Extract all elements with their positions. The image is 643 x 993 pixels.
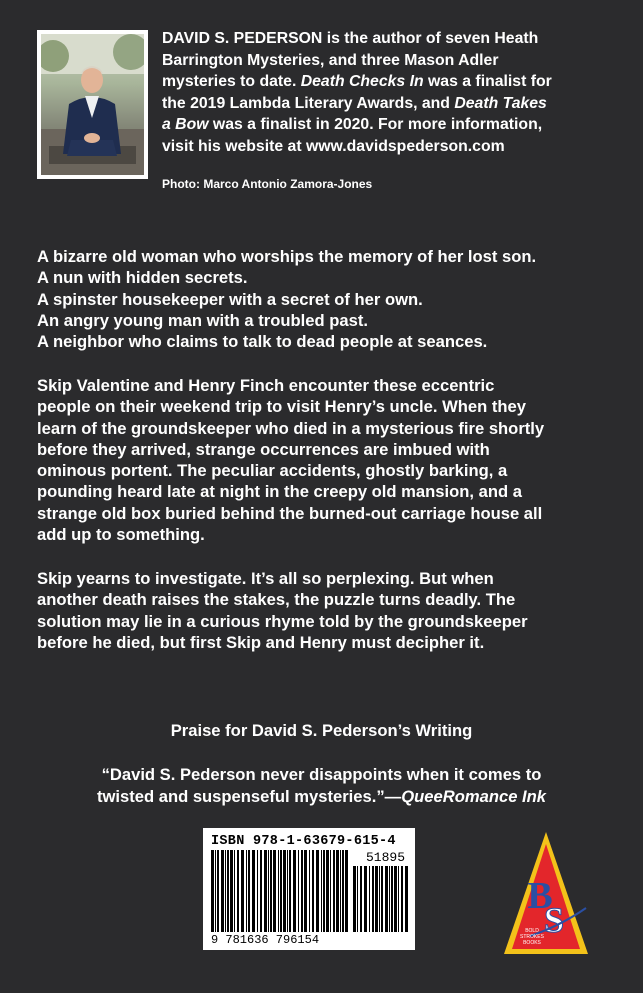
teaser-line: An angry young man with a troubled past. (37, 310, 368, 330)
synopsis-paragraph-1 (37, 375, 627, 545)
barcode-bar (394, 866, 397, 932)
isbn-number: ISBN 978-1-63679-615-4 (211, 834, 396, 849)
barcode-bar (353, 866, 356, 932)
synopsis-line: pounding heard late at night in the creepy old mansion, and a (37, 482, 522, 502)
barcode-bar (241, 850, 244, 932)
barcode-bar (330, 850, 331, 932)
barcode-bar (287, 850, 288, 932)
barcode-bar (270, 850, 272, 932)
barcode-bar (211, 850, 214, 932)
barcode-bar (293, 850, 296, 932)
teaser-line: A bizarre old woman who worships the memory of her lost son. (37, 247, 537, 266)
quote-source: QueeRomance Ink (401, 787, 547, 806)
barcode-bar (323, 850, 325, 932)
bio-text: the 2019 Lambda Literary Awards, and (162, 94, 455, 112)
synopsis-paragraph-2 (37, 568, 627, 653)
synopsis-line: before they arrived, strange occurrences are imbued with (37, 439, 490, 459)
isbn-barcode (203, 828, 415, 950)
bio-text: was a finalist for (423, 73, 552, 90)
logo-name-line: STROKES (520, 934, 544, 940)
teaser-list (37, 246, 627, 352)
barcode-bar (248, 850, 250, 932)
book-title: a Bow (162, 116, 209, 133)
bio-text: is the author of seven Heath (322, 30, 539, 47)
teaser-line: A neighbor who claims to talk to dead people at seances. (37, 332, 488, 352)
barcode-bar (312, 850, 314, 932)
barcode-bar (340, 850, 341, 932)
author-name: DAVID S. PEDERSON (162, 30, 323, 47)
praise-quote (0, 764, 643, 808)
barcode-bar (289, 850, 291, 932)
logo-letter-s: S (543, 900, 565, 940)
quote-line: “David S. Pederson never disappoints when it comes to (101, 765, 542, 784)
teaser-line: A spinster housekeeper with a secret of her own. (37, 289, 423, 309)
logo-letter-b: B (527, 875, 553, 917)
praise-heading: Praise for David S. Pederson’s Writing (170, 721, 473, 740)
barcode-bar (321, 850, 322, 932)
barcode-bar (405, 866, 408, 932)
barcode-bar (391, 866, 393, 932)
bold-strokes-logo-icon (500, 828, 592, 958)
barcode-bar (217, 850, 219, 932)
barcode-bar (264, 850, 267, 932)
publisher-logo (500, 828, 592, 958)
bio-text: Barrington Mysteries, and three Mason Adler (162, 51, 499, 69)
barcode-bar (260, 850, 262, 932)
barcode-bar (237, 850, 239, 932)
barcode-bar (316, 850, 319, 932)
logo-name-line: BOLD (525, 928, 539, 934)
synopsis-line: Skip Valentine and Henry Finch encounter these eccentric (37, 376, 495, 395)
barcode-bar (280, 850, 282, 932)
barcode-bar (246, 850, 247, 932)
barcode-bar (401, 866, 403, 932)
price-code: 51895 (365, 850, 405, 865)
author-website: visit his website at www.davidspederson.com (162, 137, 505, 155)
barcode-bar (381, 866, 383, 932)
barcode-bar (230, 850, 233, 932)
teaser-line: A nun with hidden secrets. (37, 268, 248, 288)
photo-credit: Photo: Marco Antonio Zamora-Jones (162, 177, 373, 191)
synopsis-line: learn of the groundskeeper who died in a mysterious fire shortly (37, 418, 545, 438)
barcode-bar (304, 850, 307, 932)
author-bio (162, 28, 632, 157)
author-photo-image (41, 34, 144, 175)
barcode-bar (369, 866, 370, 932)
barcode-bar (273, 850, 276, 932)
barcode-bar (357, 866, 358, 932)
barcode-bar (257, 850, 258, 932)
synopsis-line: another death raises the stakes, the puzzle turns deadly. The (37, 590, 516, 610)
barcode-bars (203, 828, 415, 950)
barcode-bar (389, 866, 390, 932)
barcode-bar (364, 866, 367, 932)
barcode-bar (345, 850, 348, 932)
barcode-bar (283, 850, 286, 932)
barcode-bar (278, 850, 279, 932)
book-title: Death Checks In (300, 73, 424, 90)
barcode-digits: 9 781636 796154 (211, 933, 320, 947)
bio-text: was a finalist in 2020. For more information, (208, 116, 543, 133)
barcode-bar (301, 850, 303, 932)
barcode-bar (268, 850, 269, 932)
synopsis-line: add up to something. (37, 525, 205, 545)
book-title: Death Takes (454, 94, 547, 112)
bio-text: mysteries to date. (162, 73, 301, 90)
logo-name-line: BOOKS (523, 940, 541, 946)
barcode-bar (326, 850, 329, 932)
synopsis-line: strange old box buried behind the burned-out carriage house all (37, 503, 543, 523)
barcode-bar (375, 866, 378, 932)
barcode-bar (298, 850, 299, 932)
author-photo (37, 30, 148, 179)
barcode-bar (360, 866, 362, 932)
synopsis-line: people on their weekend trip to visit Henry’s uncle. When they (37, 397, 526, 417)
barcode-bar (221, 850, 224, 932)
synopsis-line: Skip yearns to investigate. It’s all so perplexing. But when (37, 569, 494, 588)
barcode-bar (309, 850, 310, 932)
barcode-bar (342, 850, 344, 932)
barcode-bar (385, 866, 388, 932)
synopsis-line: solution may lie in a curious rhyme told by the groundskeeper (37, 611, 528, 631)
synopsis-line: ominous portent. The peculiar accidents, ghostly barking, a (37, 461, 508, 481)
barcode-bar (336, 850, 339, 932)
barcode-bar (234, 850, 235, 932)
barcode-bar (252, 850, 255, 932)
barcode-bar (225, 850, 226, 932)
barcode-bar (379, 866, 380, 932)
quote-line: twisted and suspenseful mysteries.”— (96, 787, 402, 806)
author-figure-illustration (41, 34, 144, 175)
synopsis-line: before he died, but first Skip and Henry must decipher it. (37, 632, 485, 652)
barcode-bar (372, 866, 374, 932)
barcode-bar (398, 866, 399, 932)
barcode-bar (215, 850, 216, 932)
barcode-bar (333, 850, 335, 932)
barcode-bar (227, 850, 229, 932)
